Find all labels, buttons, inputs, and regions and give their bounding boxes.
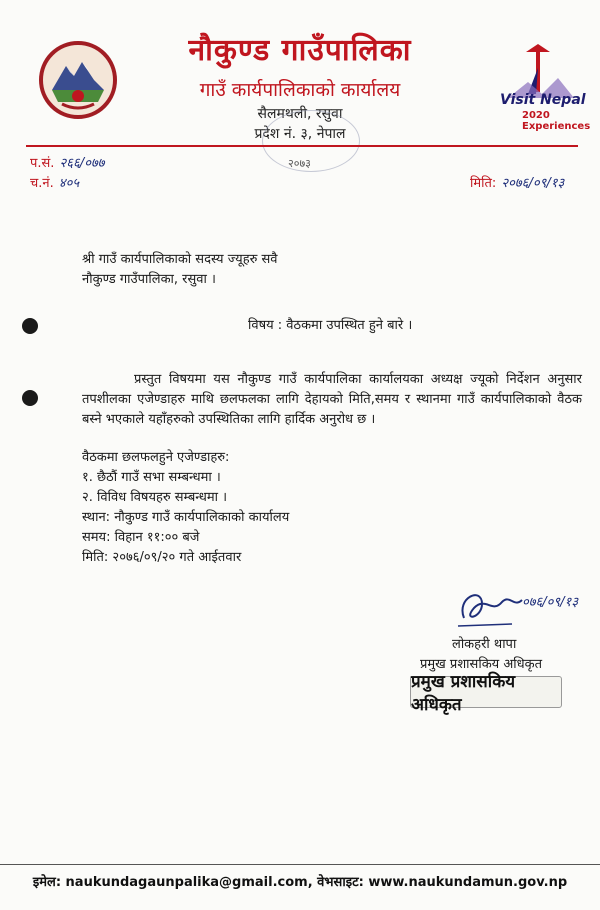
visit-nepal-text: Visit Nepal (500, 92, 586, 108)
date-label: मिति: (470, 176, 497, 191)
letter-date (470, 172, 564, 191)
punch-hole (22, 390, 38, 406)
agenda-item: २. विविध विषयहरु सम्बन्धमा । (82, 490, 228, 505)
date-value: २०७६/०९/१३ (501, 176, 565, 191)
signer-name: लोकहरी थापा (452, 637, 517, 652)
address-line-2: प्रदेश नं. ३, नेपाल (254, 126, 346, 142)
signer-post: प्रमुख प्रशासकिय अधिकृत (420, 657, 543, 672)
meeting-date: मिति: २०७६/०९/२० गते आईतवार (82, 550, 242, 565)
cn-label: च.नं. (30, 176, 54, 191)
footer-divider (0, 864, 600, 865)
dispatch-number (30, 172, 79, 191)
addressee-line-1: श्री गाउँ कार्यपालिकाको सदस्य ज्यूहरु सवै (82, 252, 278, 267)
body-paragraph (82, 370, 582, 430)
signature-date: ०७६/०९/१३ (522, 595, 579, 610)
address-line-1: सैलमथली, रसुवा (257, 106, 343, 122)
letter-number (30, 152, 104, 171)
agenda-item: १. छैठौं गाउँ सभा सम्बन्धमा । (82, 470, 221, 485)
visit-nepal-year: 2020 Experiences (522, 110, 591, 132)
punch-hole (22, 318, 38, 334)
ps-value: २६६/०७७ (59, 156, 105, 171)
subject-line: विषय : वैठकमा उपस्थित हुने बारे । (248, 318, 413, 333)
meeting-time: समय: विहान ११:०० बजे (82, 530, 200, 545)
agenda-heading: वैठकमा छलफलहुने एजेण्डाहरु: (82, 450, 230, 465)
municipality-title: नौकुण्ड गाउँपालिका (188, 33, 412, 68)
body-paragraph-text: प्रस्तुत विषयमा यस नौकुण्ड गाउँ कार्यपालिका कार्यालयका अध्यक्ष ज्यूको निर्देशन अनुसार तपशीलका एजेण्डाहरु माथि छलफलका लागि देहायको मिति,समय र स्थानमा गाउँ कार्यपालिकाको वैठक बस्ने भएकाले यहाँहरुको उपस्थितिका लागि हार्दिक अनुरोध छ । (82, 372, 582, 427)
header-divider (26, 145, 578, 147)
designation-seal: प्रमुख प्रशासकिय अधिकृत (410, 676, 562, 708)
meeting-place: स्थान: नौकुण्ड गाउँ कार्यपालिकाको कार्यालय (82, 510, 290, 525)
addressee-line-2: नौकुण्ड गाउँपालिका, रसुवा । (82, 272, 216, 287)
stamp-number: २०७३ (288, 157, 311, 170)
office-subtitle: गाउँ कार्यपालिकाको कार्यालय (199, 79, 401, 101)
footer-contact: इमेल: naukundagaunpalika@gmail.com, वेभसाइट: www.naukundamun.gov.np (32, 875, 568, 890)
cn-value: ४०५ (58, 176, 80, 191)
agenda-block (82, 448, 289, 568)
ps-label: प.सं. (30, 156, 55, 171)
office-stamp (262, 110, 360, 172)
